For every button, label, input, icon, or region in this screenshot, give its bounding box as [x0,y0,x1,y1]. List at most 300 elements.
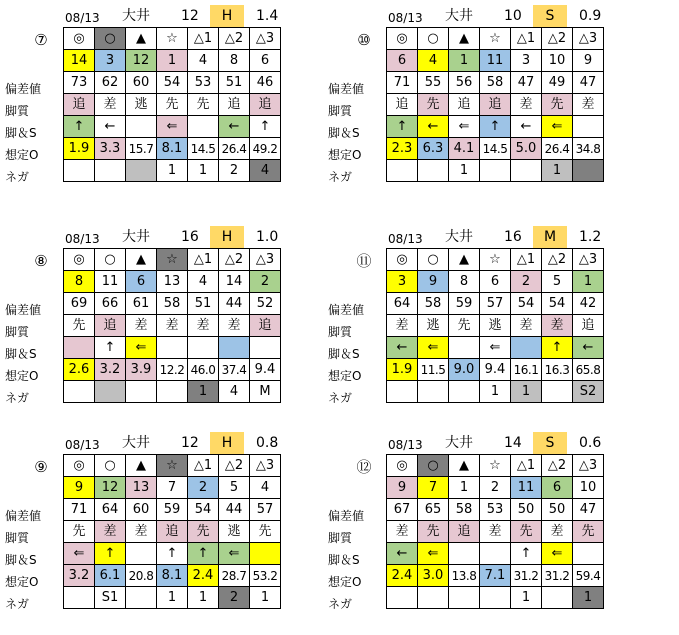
table-row [64,28,281,50]
table-cell [64,160,95,182]
table-row [387,94,604,116]
table-cell: △3 [573,455,604,477]
table-cell: △3 [573,28,604,50]
table-row [64,477,281,499]
table-cell: 2 [250,271,281,293]
table-cell: 差 [573,94,604,116]
table-row [387,293,604,315]
table-cell: 55 [418,72,449,94]
table-cell: 46.0 [188,359,219,381]
table-cell: ○ [418,455,449,477]
table-row [387,499,604,521]
table-cell: 51 [219,72,250,94]
table-cell: 6 [387,50,418,72]
race-number: 16 [504,229,522,245]
table-cell: 57 [250,499,281,521]
table-cell [511,160,542,182]
table-cell: 58 [449,499,480,521]
table-cell: 差 [480,521,511,543]
table-cell: ○ [95,28,126,50]
race-block [5,5,353,205]
race-header [63,432,353,454]
table-row [387,543,604,565]
table-cell: 6 [480,271,511,293]
table-cell: 2.3 [387,138,418,160]
table-row [64,116,281,138]
table-row [64,315,281,337]
table-cell: 9 [573,50,604,72]
row-label: 想定O [5,369,39,383]
table-cell: 1 [157,160,188,182]
row-label: ネガ [328,170,353,184]
grade-badge: H [210,432,244,454]
table-cell: ↑ [95,337,126,359]
table-cell: ▲ [449,28,480,50]
prediction-table [386,248,604,403]
table-row [387,315,604,337]
table-cell [418,381,449,403]
table-cell: 先 [157,94,188,116]
table-row [64,94,281,116]
table-cell: 44 [219,499,250,521]
row-label: 偏差値 [5,509,42,523]
table-row [64,543,281,565]
table-row [64,499,281,521]
table-cell: 1 [511,381,542,403]
table-cell: 先 [188,521,219,543]
table-cell: 14.5 [480,138,511,160]
table-cell: 6.1 [95,565,126,587]
table-cell: ▲ [126,455,157,477]
table-cell: △1 [511,28,542,50]
table-cell: 4.1 [449,138,480,160]
table-cell [95,381,126,403]
race-block [328,226,676,426]
table-cell: 9 [64,477,95,499]
table-cell [573,543,604,565]
table-cell: ↑ [188,543,219,565]
race-mark: ⑪ [356,252,372,270]
table-cell: ← [387,543,418,565]
table-cell: 1 [480,381,511,403]
table-cell: ⇐ [418,543,449,565]
table-cell: ↑ [157,543,188,565]
table-cell [480,160,511,182]
table-cell: 追 [64,94,95,116]
table-cell: 1 [157,50,188,72]
table-cell: 7 [418,477,449,499]
table-cell: 2 [480,477,511,499]
table-cell [64,587,95,609]
table-row [387,477,604,499]
table-cell [573,160,604,182]
table-cell: 3.0 [418,565,449,587]
table-cell: 追 [573,315,604,337]
table-cell: 6 [542,477,573,499]
table-cell: 1 [449,50,480,72]
table-cell: 先 [542,94,573,116]
row-label: ネガ [328,391,353,405]
table-cell: 61 [126,293,157,315]
table-cell: 差 [542,315,573,337]
table-cell: △1 [188,455,219,477]
table-cell: ⇐ [542,543,573,565]
grade-value: 0.6 [579,435,602,451]
table-cell: 3 [95,50,126,72]
table-cell: △2 [542,249,573,271]
table-cell: 4 [219,381,250,403]
table-cell: 12 [126,50,157,72]
table-cell: △2 [219,249,250,271]
table-cell: 1 [511,587,542,609]
table-cell: 追 [95,315,126,337]
table-cell: M [250,381,281,403]
table-cell: 差 [387,521,418,543]
table-row [387,116,604,138]
row-label: 想定O [328,148,362,162]
table-cell: ⇐ [480,337,511,359]
row-label: ネガ [328,597,353,611]
grade-badge: S [533,432,567,454]
race-mark: ⑩ [357,31,371,49]
table-cell: ☆ [157,249,188,271]
table-cell: ◎ [387,455,418,477]
table-cell [188,116,219,138]
row-label: 脚＆S [5,553,37,567]
table-cell: 1 [573,271,604,293]
table-cell: 50 [511,499,542,521]
table-cell [542,381,573,403]
table-cell [126,116,157,138]
table-cell: ↑ [480,116,511,138]
row-label: 想定O [5,148,39,162]
table-cell: ◎ [64,249,95,271]
table-cell: 14 [64,50,95,72]
table-cell: 52 [250,293,281,315]
table-cell: 4 [188,271,219,293]
race-date: 08/13 [65,438,100,452]
table-cell: 53.2 [250,565,281,587]
table-cell: △3 [573,249,604,271]
table-cell: 差 [188,315,219,337]
table-cell: ↑ [511,543,542,565]
table-cell: ○ [95,455,126,477]
table-cell: △3 [250,28,281,50]
row-label: ネガ [5,597,30,611]
race-date: 08/13 [65,11,100,25]
table-cell [418,587,449,609]
table-cell: 42 [573,293,604,315]
table-cell: 47 [573,72,604,94]
table-cell: ○ [418,28,449,50]
grade-badge: S [533,5,567,27]
grade-value: 1.4 [256,8,279,24]
venue-name: 大井 [445,8,473,24]
table-cell: S1 [95,587,126,609]
table-cell: 11 [480,50,511,72]
table-cell: 追 [250,315,281,337]
venue-name: 大井 [122,8,150,24]
prediction-table [63,248,281,403]
table-row [387,50,604,72]
table-cell: 差 [95,94,126,116]
row-label: 脚質 [328,325,353,339]
table-cell: ⇐ [219,543,250,565]
race-number: 14 [504,435,522,451]
table-cell: 57 [480,293,511,315]
table-cell: 44 [219,293,250,315]
table-cell: ⇐ [418,337,449,359]
table-cell: 逃 [219,521,250,543]
table-cell: 1 [573,587,604,609]
venue-name: 大井 [445,435,473,451]
table-row [387,138,604,160]
grade-value: 1.2 [579,229,602,245]
table-cell: 1.9 [387,359,418,381]
table-cell: 54 [511,293,542,315]
table-cell: 6 [250,50,281,72]
table-cell [418,160,449,182]
table-cell: 58 [157,293,188,315]
table-cell: △2 [219,28,250,50]
row-label: 脚＆S [5,126,37,140]
race-mark: ⑨ [34,458,48,476]
table-cell: 62 [95,72,126,94]
race-header [63,5,353,27]
table-cell: 10 [542,50,573,72]
table-cell: 65 [418,499,449,521]
table-cell: ○ [418,249,449,271]
grade-value: 1.0 [256,229,279,245]
table-cell: 20.8 [126,565,157,587]
table-cell [157,337,188,359]
table-cell: 1 [449,477,480,499]
race-mark: ⑦ [34,31,48,49]
table-cell: 8 [64,271,95,293]
race-number: 16 [181,229,199,245]
table-cell [64,381,95,403]
table-cell: 67 [387,499,418,521]
table-cell: ☆ [157,455,188,477]
table-cell [219,337,250,359]
row-label: ネガ [5,170,30,184]
row-label: 脚質 [328,104,353,118]
table-cell: 64 [387,293,418,315]
table-cell: 6 [126,271,157,293]
table-cell: 差 [219,315,250,337]
table-cell: 31.2 [511,565,542,587]
table-cell: ← [573,337,604,359]
venue-name: 大井 [122,229,150,245]
row-label: 偏差値 [328,509,365,523]
table-cell: 53 [480,499,511,521]
grade-value: 0.8 [256,435,279,451]
table-row [64,293,281,315]
table-cell: 54 [542,293,573,315]
table-cell: 差 [126,315,157,337]
row-label: 脚＆S [328,126,360,140]
table-cell: 先 [64,521,95,543]
table-cell: 5 [542,271,573,293]
table-cell [126,543,157,565]
venue-name: 大井 [445,229,473,245]
table-cell: 1 [188,587,219,609]
table-cell: △1 [188,28,219,50]
table-cell: 差 [126,521,157,543]
table-cell: 59 [449,293,480,315]
table-cell [573,116,604,138]
table-row [64,337,281,359]
table-cell: 追 [480,94,511,116]
table-cell: 37.4 [219,359,250,381]
table-cell: 60 [126,72,157,94]
race-date: 08/13 [65,232,100,246]
table-cell: 9 [418,271,449,293]
table-cell: ← [95,116,126,138]
table-cell: 69 [64,293,95,315]
table-cell: 51 [188,293,219,315]
table-cell: 9 [387,477,418,499]
race-date: 08/13 [388,438,423,452]
table-cell [449,381,480,403]
table-cell: 2 [188,477,219,499]
table-cell [250,337,281,359]
table-cell [64,337,95,359]
table-cell: ← [418,116,449,138]
venue-name: 大井 [122,435,150,451]
table-row [387,587,604,609]
table-cell: 差 [511,94,542,116]
table-row [64,138,281,160]
table-cell: 59.4 [573,565,604,587]
table-cell: 1 [157,587,188,609]
table-cell: 8.1 [157,565,188,587]
table-cell: ↑ [542,337,573,359]
table-cell: 13 [126,477,157,499]
table-cell [126,587,157,609]
row-label: 偏差値 [5,82,42,96]
table-cell: 1 [250,587,281,609]
table-cell: 3 [511,50,542,72]
table-cell [449,543,480,565]
table-cell: 16.1 [511,359,542,381]
race-block [5,226,353,426]
table-cell: 9.0 [449,359,480,381]
table-cell: 追 [449,521,480,543]
table-cell: △3 [250,455,281,477]
race-header [386,5,676,27]
table-cell: ☆ [480,28,511,50]
table-cell: 追 [250,94,281,116]
table-cell: 先 [418,521,449,543]
table-cell: 10 [573,477,604,499]
table-row [387,381,604,403]
table-cell: 49 [542,72,573,94]
table-cell: 13 [157,271,188,293]
table-cell: 47 [511,72,542,94]
grade-badge: M [533,226,567,248]
table-cell: 先 [64,315,95,337]
table-cell: 58 [480,72,511,94]
table-row [64,50,281,72]
table-cell [126,381,157,403]
table-cell: ◎ [387,28,418,50]
table-cell: 11 [511,477,542,499]
table-cell: ↑ [95,543,126,565]
table-cell: 71 [64,499,95,521]
table-row [387,337,604,359]
table-cell: 逃 [126,94,157,116]
table-cell [449,587,480,609]
table-cell: 追 [449,94,480,116]
table-cell: 53 [188,72,219,94]
table-cell: △3 [250,249,281,271]
table-row [387,271,604,293]
table-cell: 26.4 [542,138,573,160]
row-label: 偏差値 [328,303,365,317]
prediction-table [386,454,604,609]
table-cell: 差 [542,521,573,543]
table-cell: 2 [511,271,542,293]
prediction-table [63,27,281,182]
table-cell: 5 [219,477,250,499]
row-label: 想定O [328,369,362,383]
row-label: 脚質 [5,325,30,339]
race-date: 08/13 [388,11,423,25]
table-cell: 7.1 [480,565,511,587]
grade-value: 0.9 [579,8,602,24]
table-cell: 15.7 [126,138,157,160]
table-cell: ⇐ [64,543,95,565]
table-cell: ⇐ [157,116,188,138]
table-row [387,565,604,587]
race-number: 12 [181,435,199,451]
race-mark: ⑫ [356,458,372,476]
table-cell: 差 [95,521,126,543]
race-block [328,5,676,205]
race-date: 08/13 [388,232,423,246]
table-cell [126,160,157,182]
table-cell: 54 [188,499,219,521]
table-cell: 56 [449,72,480,94]
table-cell: 先 [418,94,449,116]
race-block [5,432,353,632]
table-cell: 先 [511,521,542,543]
table-cell: 14.5 [188,138,219,160]
row-label: 想定O [5,575,39,589]
table-row [64,249,281,271]
race-header [386,432,676,454]
table-cell: ← [511,116,542,138]
table-cell: ⇐ [126,337,157,359]
table-cell: ▲ [126,28,157,50]
table-cell: 12.2 [157,359,188,381]
table-cell: 60 [126,499,157,521]
table-cell: 54 [157,72,188,94]
table-cell [188,337,219,359]
row-label: 脚質 [328,531,353,545]
race-mark: ⑧ [34,252,48,270]
table-cell: 3.2 [95,359,126,381]
table-cell: 73 [64,72,95,94]
table-cell [542,587,573,609]
table-cell: 追 [219,94,250,116]
table-cell: ○ [95,249,126,271]
table-cell: △2 [542,455,573,477]
table-cell [157,381,188,403]
table-cell: ⇐ [542,116,573,138]
table-cell: 34.8 [573,138,604,160]
